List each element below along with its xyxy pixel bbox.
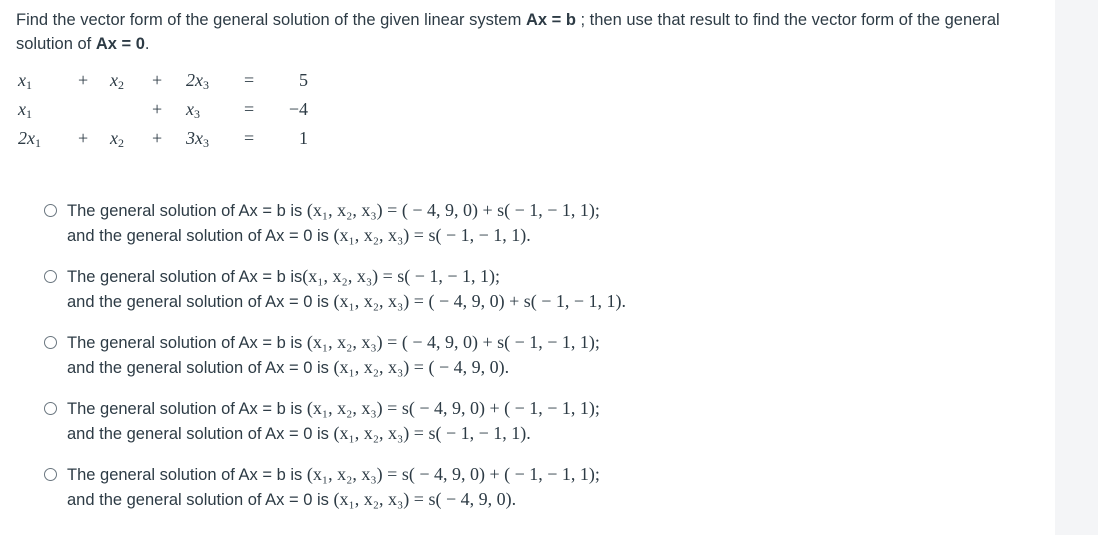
radio-button[interactable] (44, 468, 57, 481)
option-text[interactable] (67, 264, 867, 314)
term-x2: $x_2$ (110, 128, 124, 150)
option-label-0: and the general solution of Ax = 0 is (67, 425, 334, 443)
radio-button[interactable] (44, 204, 57, 217)
option-label-b: The general solution of Ax = b is (67, 334, 307, 352)
option-label-b: The general solution of Ax = b is (67, 400, 307, 418)
rhs-value: 1 (299, 128, 308, 148)
plus-sign: + (152, 70, 163, 90)
option-label-0: and the general solution of Ax = 0 is (67, 359, 334, 377)
rhs-value: −4 (288, 99, 308, 119)
term-x2: $x_2$ (110, 70, 124, 92)
option-label-b: The general solution of Ax = b is (67, 202, 307, 220)
option-math-b: (x₁, x₂, x₃) = s( − 1, − 1, 1); (302, 266, 501, 286)
equation-row (18, 124, 318, 153)
term-x1: $2x_1$ (18, 128, 41, 150)
term-x3: $3x_3$ (186, 128, 209, 150)
option-math-0: (x₁, x₂, x₃) = ( − 4, 9, 0). (333, 357, 510, 377)
term-x1: $x_1$ (18, 99, 32, 121)
option-text[interactable] (67, 198, 867, 248)
option-text[interactable] (67, 462, 867, 512)
term-x3: $2x_3$ (186, 70, 209, 92)
option-math-0: (x₁, x₂, x₃) = ( − 4, 9, 0) + s( − 1, − 1, 1). (333, 291, 627, 311)
question-part-1: Find the vector form of the general solution of the given linear system (16, 11, 526, 29)
option-label-0: and the general solution of Ax = 0 is (67, 227, 334, 245)
rhs-value: 5 (299, 70, 308, 90)
option-math-b: (x₁, x₂, x₃) = s( − 4, 9, 0) + ( − 1, − 1, 1); (306, 398, 600, 418)
option-math-0: (x₁, x₂, x₃) = s( − 1, − 1, 1). (333, 225, 531, 245)
plus-sign: + (152, 99, 163, 119)
equation-row (18, 66, 318, 95)
equals-sign: = (244, 70, 255, 90)
option-math-b: (x₁, x₂, x₃) = ( − 4, 9, 0) + s( − 1, − 1, 1); (306, 200, 600, 220)
radio-button[interactable] (44, 336, 57, 349)
question-eq-b: Ax = b (525, 11, 576, 29)
plus-sign: + (78, 70, 89, 90)
option-text[interactable] (67, 330, 867, 380)
term-x3: $x_3$ (186, 99, 200, 121)
option-math-b: (x₁, x₂, x₃) = s( − 4, 9, 0) + ( − 1, − 1, 1); (306, 464, 600, 484)
equation-row (18, 95, 318, 124)
question-eq-0: Ax = 0 (95, 35, 145, 53)
option-math-0: (x₁, x₂, x₃) = s( − 1, − 1, 1). (333, 423, 531, 443)
plus-sign: + (78, 128, 89, 148)
option-label-0: and the general solution of Ax = 0 is (67, 293, 334, 311)
option-label-b: The general solution of Ax = b is (67, 466, 307, 484)
option-math-b: (x₁, x₂, x₃) = ( − 4, 9, 0) + s( − 1, − 1, 1); (306, 332, 600, 352)
option-text[interactable] (67, 396, 867, 446)
equals-sign: = (244, 128, 255, 148)
radio-button[interactable] (44, 402, 57, 415)
question-part-3: . (144, 35, 150, 53)
plus-sign: + (152, 128, 163, 148)
option-label-0: and the general solution of Ax = 0 is (67, 491, 334, 509)
equals-sign: = (244, 99, 255, 119)
option-label-b: The general solution of Ax = b is (67, 268, 303, 286)
option-math-0: (x₁, x₂, x₃) = s( − 4, 9, 0). (333, 489, 517, 509)
term-x1: $x_1$ (18, 70, 32, 92)
radio-button[interactable] (44, 270, 57, 283)
question-text (16, 8, 1036, 56)
linear-system (18, 66, 318, 153)
question-part-2: ; then use that result to find the vector form of the general solution of (16, 11, 1000, 53)
